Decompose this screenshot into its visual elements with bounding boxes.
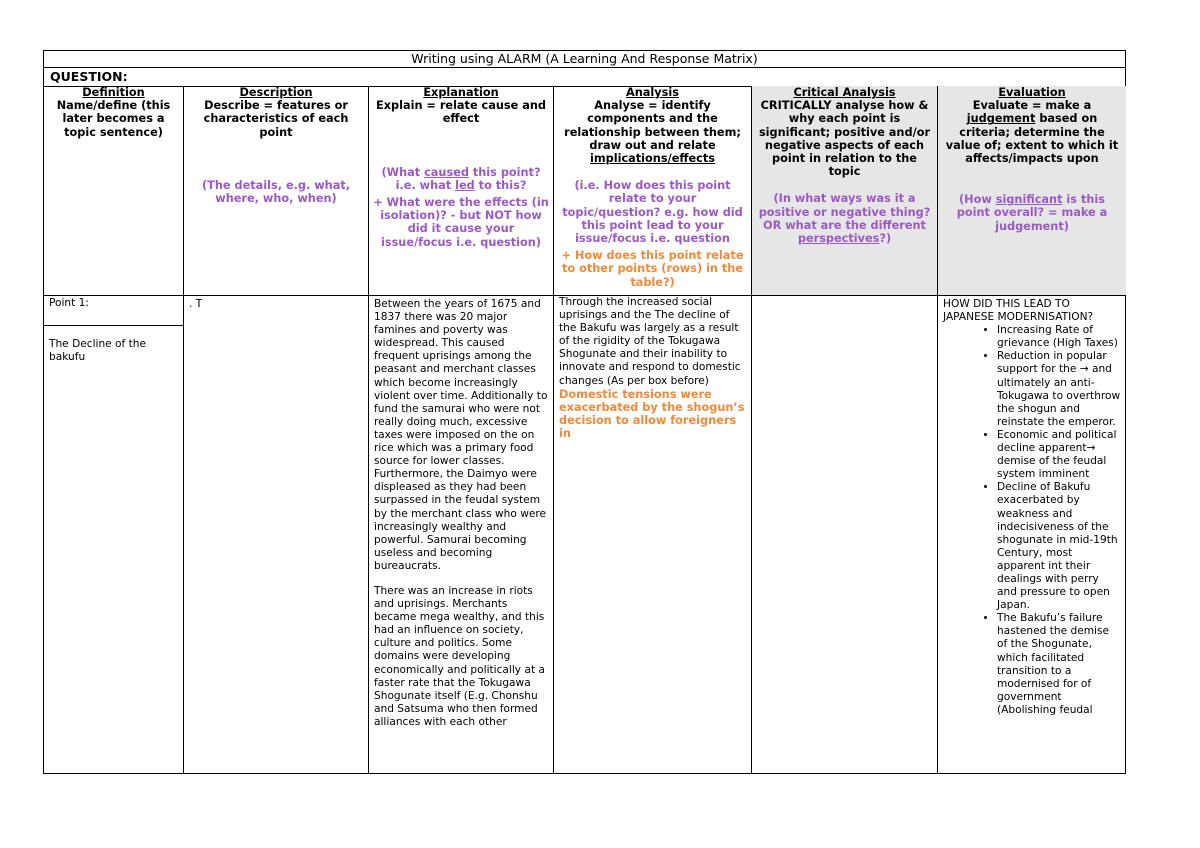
header-explanation-hint1: (What caused this point? i.e. what led to this? — [381, 165, 541, 192]
explanation-para-1: Between the years of 1675 and 1837 there was 20 major famines and poverty was widespread. This caused frequent uprisings among the peasant and merchant classes which become increasingly violent over time. Additionally to fund the samurai who were not really doing much, excessive taxes were imposed on the on rice which was a primary food source for lower classes. Furthermore, the Daimyo were displeased as they had been surpassed in the feudal system by the merchant class who were increasingly wealthy and powerful. Samurai becoming useless and becoming bureaucrats. — [374, 298, 548, 572]
table-columns — [44, 86, 1125, 773]
header-analysis-text: Analyse = identify components and the relationship between them; draw out and relate implications/effects — [564, 99, 741, 166]
header-explanation-title: Explanation — [423, 86, 499, 99]
description-cell: . T — [189, 298, 203, 310]
header-analysis-hint1: (i.e. How does this point relate to your topic/question? e.g. how did this point lead to your issue/focus i.e. question — [562, 179, 743, 246]
alarm-table — [43, 50, 1126, 774]
explanation-para-2: There was an increase in riots and uprisings. Merchants became mega wealthy, and this had an influence on society, culture and politics. Some domains were developing economically and politically at a faster rate that the Tokugawa Shogunate itself (E.g. Chonshu and Satsuma who then formed alliances with each other — [374, 584, 545, 728]
evaluation-item: • The Bakufu’s failure hastened the demise of the Shogunate, which facilitated transition to a modernised for of government (Abolishing feudal — [997, 612, 1121, 717]
header-analysis — [554, 86, 751, 296]
header-critical-hint: (In what ways was it a positive or negative thing? OR what are the different perspectives?) — [758, 192, 931, 246]
critical-cell — [752, 296, 937, 298]
evaluation-heading: HOW DID THIS LEAD TO JAPANESE MODERNISATION? — [943, 298, 1094, 324]
header-description-text: Describe = features or characteristics of each point — [203, 99, 349, 139]
header-critical-text: CRITICALLY analyse how & why each point is significant; positive and/or negative aspects of each point in relation to the topic — [758, 99, 931, 179]
header-description — [184, 86, 368, 296]
header-explanation-hint2: + What were the effects (in isolation)? - but NOT how did it cause your issue/focus i.e. question) — [373, 196, 549, 249]
point-name: The Decline of the bakufu — [49, 338, 147, 364]
header-definition-title: Definition — [82, 86, 145, 99]
evaluation-list — [943, 324, 1121, 717]
header-evaluation-title: Evaluation — [998, 86, 1066, 99]
header-explanation-text: Explain = relate cause and effect — [376, 99, 546, 126]
column-critical-analysis — [752, 86, 938, 773]
evaluation-item: • Economic and political decline apparent→ demise of the feudal system imminent — [997, 429, 1121, 481]
header-analysis-hint2: + How does this point relate to other points (rows) in the table?) — [561, 249, 744, 289]
column-evaluation — [938, 86, 1126, 773]
header-critical-title: Critical Analysis — [793, 86, 896, 99]
header-definition-text: Name/define (this later becomes a topic sentence) — [56, 99, 171, 139]
analysis-highlight: Domestic tensions were exacerbated by the shogun’s decision to allow foreigners in — [559, 387, 745, 441]
evaluation-cell — [938, 296, 1126, 717]
header-evaluation-hint: (How significant is this point overall? = make a judgement) — [956, 193, 1108, 233]
table-title: Writing using ALARM (A Learning And Response Matrix) — [44, 51, 1125, 68]
point-label: Point 1: — [44, 296, 183, 326]
header-critical-analysis — [752, 86, 937, 296]
evaluation-item: • Increasing Rate of grievance (High Taxes) — [997, 324, 1121, 350]
analysis-text: Through the increased social uprisings and the The decline of the Bakufu was largely as a result of the rigidity of the Tokugawa Shogunate and their inability to innovate and respond to domestic changes (As per box before) — [559, 296, 741, 387]
header-analysis-title: Analysis — [626, 86, 679, 99]
evaluation-item: • Reduction in popular support for the → and ultimately an anti-Tokugawa to overthrow the shogun and reinstate the emperor. — [997, 350, 1121, 429]
header-evaluation — [938, 86, 1126, 296]
analysis-cell — [554, 296, 751, 440]
header-evaluation-text: Evaluate = make a judgement based on criteria; determine the value of; extent to which it affects/impacts upon — [945, 99, 1119, 166]
column-definition — [44, 86, 184, 773]
header-explanation — [369, 86, 553, 296]
evaluation-item: • Decline of Bakufu exacerbated by weakness and indecisiveness of the shogunate in mid-19th Century, most apparent int their dealings with perry and pressure to open Japan. — [997, 481, 1121, 612]
column-analysis — [554, 86, 752, 773]
column-description — [184, 86, 369, 773]
header-definition — [44, 86, 183, 296]
header-description-hint: (The details, e.g. what, where, who, when) — [201, 178, 351, 206]
question-label: QUESTION: — [44, 68, 1125, 87]
header-description-title: Description — [239, 86, 313, 99]
column-explanation — [369, 86, 554, 773]
